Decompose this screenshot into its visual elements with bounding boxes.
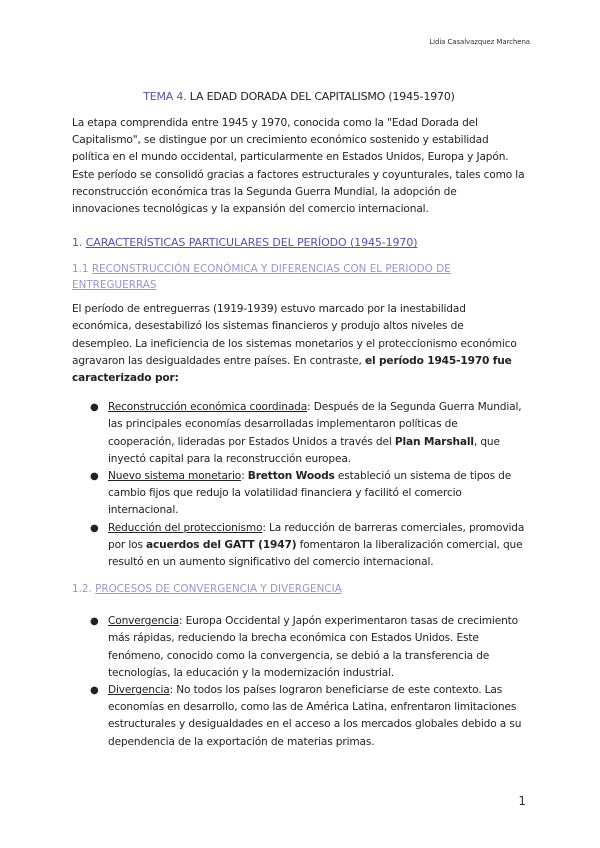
list-item [90,520,526,572]
subsection-1-1-number: 1.1 [72,263,92,276]
list-item [90,682,526,751]
item-bold: Plan Marshall [394,435,474,448]
item-term: Reducción del proteccionismo [108,521,263,534]
subsection-1-1-heading [72,261,526,293]
item-text: : Después de la Segunda Guerra Mundial, las principales economías desarrolladas implementaron políticas de cooperación, lideradas por Estados Unidos a través del [108,401,522,448]
convergence-list [72,613,526,751]
item-text: : No todos los países lograron beneficiarse de este contexto. Las economías en desarrollo, como las de América Latina, enfrentaron limitaciones estructurales y desigualdades en el acceso a los mercados globales debido a su dependencia de la exportación de materias primas. [108,684,522,748]
item-text: fomentaron la liberalización comercial, que resultó en un aumento significativo del comercio internacional. [108,538,523,569]
item-text: : Europa Occidental y Japón experimentaron tasas de crecimiento más rápidas, reduciendo la brecha económica con Estados Unidos. Este fenómeno, conocido como la convergencia, se debió a la transferencia de tecnologías, la educación y la modernización industrial. [108,615,518,679]
item-text: : [241,470,248,483]
entreguerras-paragraph [72,301,526,387]
list-item [90,613,526,682]
item-text: : La reducción de barreras comerciales, promovida por los [108,521,525,551]
subsection-1-2-heading [72,583,526,595]
item-text: estableció un sistema de tipos de cambio fijos que redujo la volatilidad financiera y facilitó el comercio internacional. [108,470,512,517]
subsection-1-1-title: RECONSTRUCCIÓN ECONÓMICA Y DIFERENCIAS CON EL PERIODO DE ENTREGUERRAS [72,263,451,292]
bullet-icon: ● [90,522,99,534]
item-term: Nuevo sistema monetario [108,470,242,483]
entreguerras-text: El período de entreguerras (1919-1939) estuvo marcado por la inestabilidad económica, desestabilizó los sistemas financieros y produjo altos niveles de desempleo. La ineficiencia de los sistemas monetarios y el proteccionismo económico agravaron las desigualdades entre países. En contraste, [72,303,517,367]
list-item [90,399,526,468]
item-term: Reconstrucción económica coordinada [108,401,308,414]
item-text: , que inyectó capital para la reconstrucción europea. [108,435,500,465]
bullet-icon: ● [90,471,99,483]
document-title [72,90,526,103]
item-bold: acuerdos del GATT (1947) [146,538,297,551]
subsection-1-2-number: 1.2. [72,583,96,596]
section-1-number: 1. [72,236,86,250]
bullet-icon: ● [90,685,99,697]
page-number: 1 [518,794,526,808]
characteristics-list [72,399,526,571]
bullet-icon: ● [90,402,99,414]
page-content [72,90,526,751]
intro-paragraph: La etapa comprendida entre 1945 y 1970, conocida como la "Edad Dorada del Capitalismo", se distingue por un crecimiento económico sostenido y estabilidad política en el mundo occidental, particularmente en Estados Unidos, Europa y Japón. Este período se consolidó gracias a factores estructurales y coyunturales, tales como la reconstrucción económica tras la Segunda Guerra Mundial, la adopción de innovaciones tecnológicas y la expansión del comercio internacional. [72,117,525,216]
bullet-icon: ● [90,616,99,628]
list-item [90,468,526,520]
subsection-1-2-title: PROCESOS DE CONVERGENCIA Y DIVERGENCIA [95,583,342,596]
item-term: Divergencia [108,684,170,697]
item-bold: Bretton Woods [247,470,335,483]
title-number: TEMA 4. [143,90,187,103]
author-name: Lidia Casalvazquez Marchena [429,38,530,46]
section-1-heading [72,236,526,249]
item-term: Convergencia [108,615,179,628]
section-1-title: CARACTERÍSTICAS PARTICULARES DEL PERÍODO (1945-1970) [85,236,418,250]
entreguerras-bold: el período 1945-1970 fue caracterizado por: [72,354,512,385]
title-text: LA EDAD DORADA DEL CAPITALISMO (1945-1970) [186,90,455,103]
